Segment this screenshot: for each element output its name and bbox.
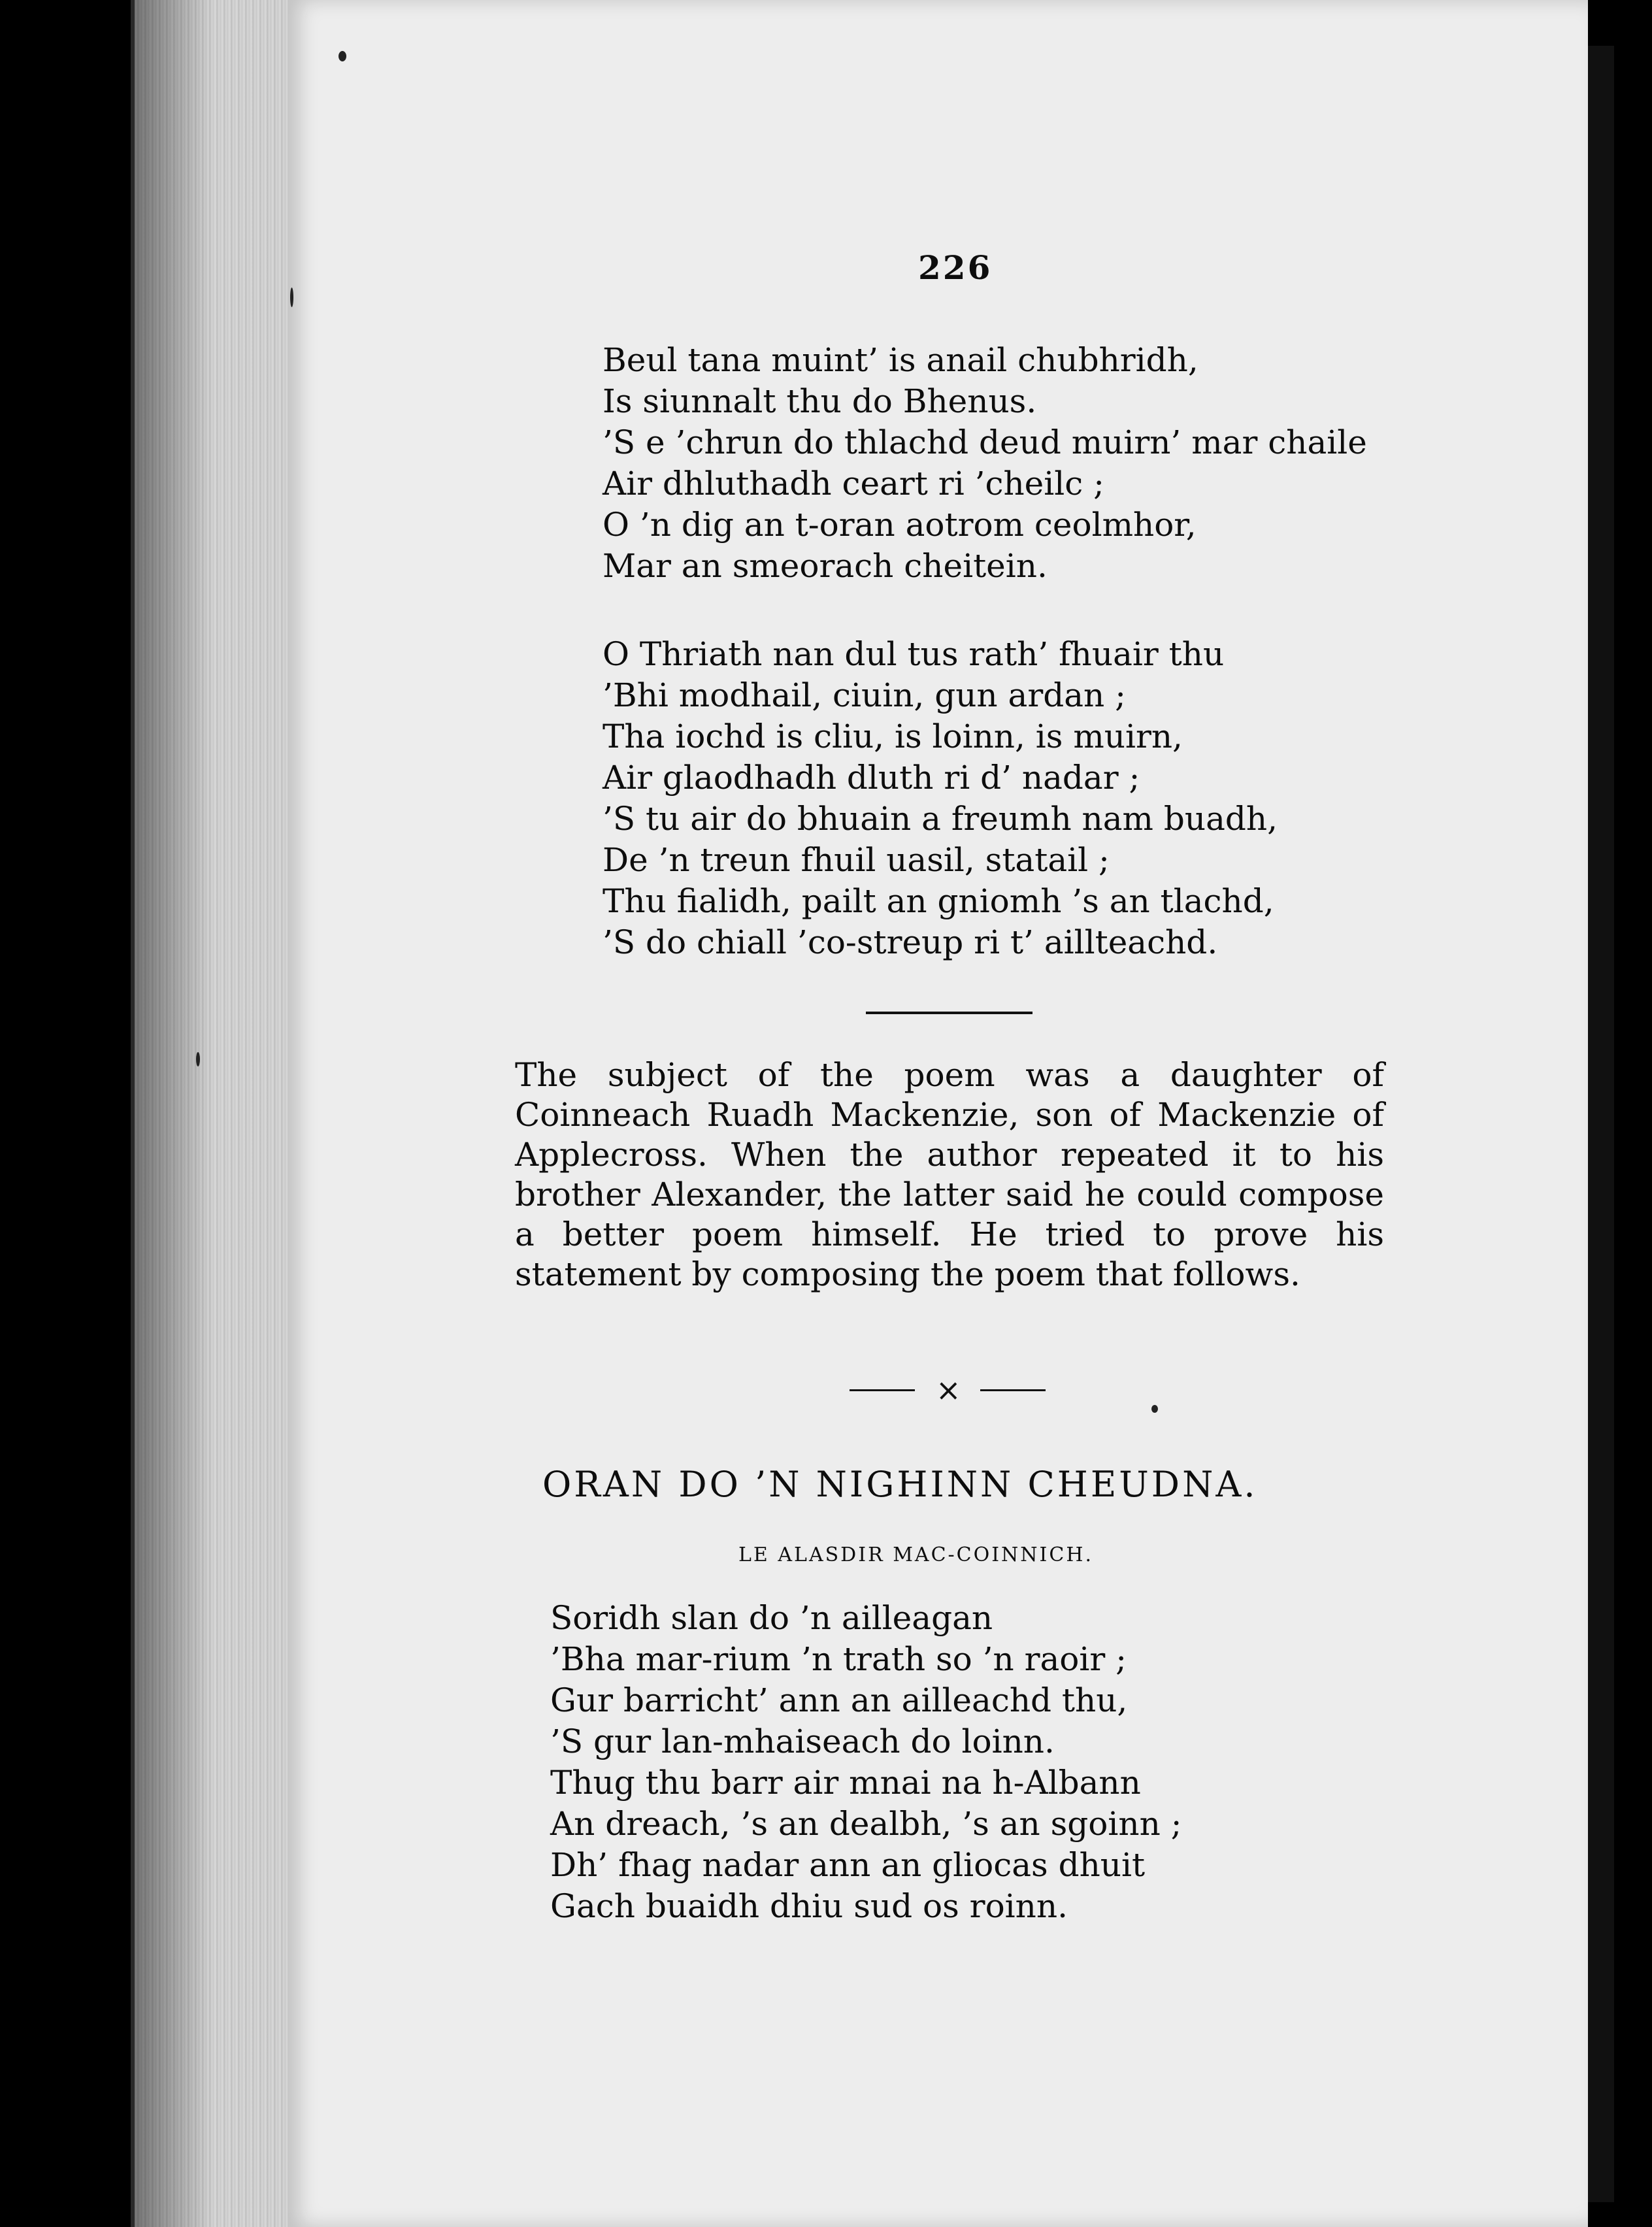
page-edges-shadow bbox=[135, 0, 213, 2227]
verse-line: O ’n dig an t-oran aotrom ceolmhor, bbox=[603, 506, 1197, 544]
verse-line: ’S tu air do bhuain a freumh nam buadh, bbox=[603, 800, 1278, 838]
scan-speck bbox=[1151, 1405, 1158, 1413]
verse-line: De ’n treun fhuil uasil, statail ; bbox=[603, 841, 1110, 879]
verse-line: ’S do chiall ’co-streup ri t’ aillteachd. bbox=[603, 923, 1218, 961]
verse-line: Mar an smeorach cheitein. bbox=[603, 547, 1048, 585]
divider-rule-right bbox=[980, 1389, 1046, 1391]
verse-line: Beul tana muint’ is anail chubhridh, bbox=[603, 341, 1198, 379]
verse-line: ’Bha mar-rium ’n trath so ’n raoir ; bbox=[550, 1640, 1127, 1678]
verse-line: Air dhluthadh ceart ri ’cheilc ; bbox=[603, 465, 1104, 503]
section-divider bbox=[866, 1012, 1032, 1014]
poem-stanza-1 bbox=[603, 340, 1367, 587]
scan-speck bbox=[339, 51, 346, 61]
verse-line: O Thriath nan dul tus rath’ fhuair thu bbox=[603, 635, 1225, 673]
verse-line: Gur barricht’ ann an ailleachd thu, bbox=[550, 1681, 1128, 1719]
verse-line: Gach buaidh dhiu sud os roinn. bbox=[550, 1887, 1068, 1925]
divider-rule-left bbox=[850, 1389, 915, 1391]
verse-line: Thug thu barr air mnai na h-Albann bbox=[550, 1764, 1141, 1802]
verse-line: Air glaodhadh dluth ri d’ nadar ; bbox=[603, 759, 1140, 797]
cross-ornament-icon: × bbox=[936, 1372, 961, 1408]
scan-speck bbox=[196, 1052, 200, 1066]
prose-note: The subject of the poem was a daughter of Coinneach Ruadh Mackenzie, son of Mackenzie of Applecross. When the author repeated it to his brother Alexander, the latter said he could compose a better poem himself. He tried to prove his statement by composing the poem that follows. bbox=[515, 1056, 1384, 1293]
verse-line: An dreach, ’s an dealbh, ’s an sgoinn ; bbox=[550, 1805, 1182, 1843]
poem-stanza-2 bbox=[603, 634, 1278, 963]
page-number: 226 bbox=[918, 248, 993, 287]
right-page-edge bbox=[1588, 46, 1614, 2202]
verse-line: Tha iochd is cliu, is loinn, is muirn, bbox=[603, 718, 1183, 755]
scan-speck bbox=[290, 288, 293, 307]
poem-author: LE ALASDIR MAC-COINNICH. bbox=[738, 1543, 1094, 1566]
verse-line: Is siunnalt thu do Bhenus. bbox=[603, 382, 1037, 420]
verse-line: Dh’ fhag nadar ann an gliocas dhuit bbox=[550, 1846, 1146, 1884]
verse-line: Thu fialidh, pailt an gniomh ’s an tlachd, bbox=[603, 882, 1274, 920]
verse-line: ’Bhi modhail, ciuin, gun ardan ; bbox=[603, 676, 1126, 714]
ornamental-divider bbox=[850, 1371, 1046, 1410]
poem-stanza-3 bbox=[550, 1598, 1182, 1927]
verse-line: Soridh slan do ’n ailleagan bbox=[550, 1599, 993, 1637]
verse-line: ’S gur lan-mhaiseach do loinn. bbox=[550, 1723, 1055, 1760]
verse-line: ’S e ’chrun do thlachd deud muirn’ mar chaile bbox=[603, 423, 1367, 461]
poem-title: ORAN DO ’N NIGHINN CHEUDNA. bbox=[542, 1464, 1258, 1505]
